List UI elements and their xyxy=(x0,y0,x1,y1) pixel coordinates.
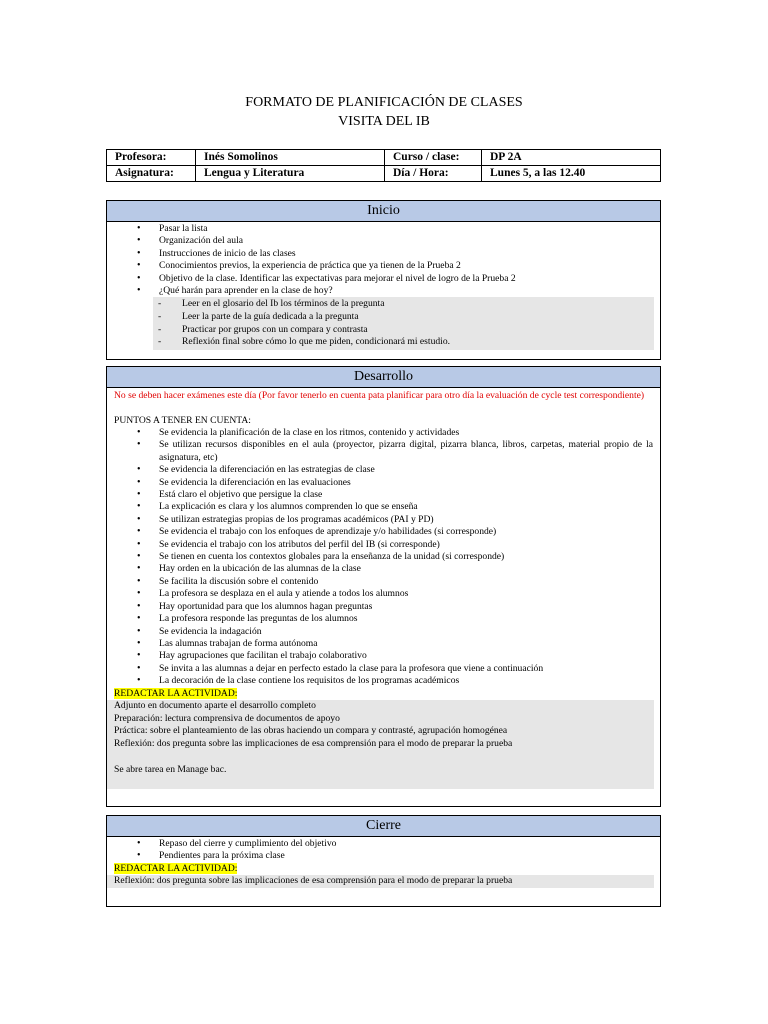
exam-warning: No se deben hacer exámenes este día (Por favor tenerlo en cuenta pata planificar para otro día la evaluación de cycle test correspondiente) xyxy=(114,390,645,401)
list-item: • ¿Qué harán para aprender en la clase de hoy? xyxy=(107,285,660,297)
cierre-section xyxy=(106,815,661,907)
inicio-subitems xyxy=(153,297,654,349)
asignatura-label: Asignatura: xyxy=(107,166,196,182)
redactar-label-desarrollo: REDACTAR LA ACTIVIDAD: xyxy=(114,687,238,699)
list-item: • Hay orden en la ubicación de las alumnas de la clase xyxy=(107,563,660,575)
list-item: • Se evidencia la indagación xyxy=(107,626,660,638)
list-item: • Pendientes para la próxima clase xyxy=(107,850,660,862)
sub-list-item: - Leer en el glosario del Ib los términos de la pregunta xyxy=(153,298,654,311)
info-row-1 xyxy=(107,150,661,166)
list-item: • Se evidencia el trabajo con los enfoques de aprendizaje y/o habilidades (si corresponde) xyxy=(107,526,660,538)
inicio-section xyxy=(106,200,661,360)
list-item: • Se evidencia el trabajo con los atributos del perfil del IB (si corresponde) xyxy=(107,539,660,551)
list-item: • Se facilita la discusión sobre el contenido xyxy=(107,576,660,588)
cierre-header: Cierre xyxy=(107,816,660,837)
list-item: • Instrucciones de inicio de las clases xyxy=(107,248,660,260)
desarrollo-header: Desarrollo xyxy=(107,367,660,388)
inicio-list xyxy=(107,223,660,297)
cierre-reflexion: Reflexión: dos pregunta sobre las implicaciones de esa comprensión para el modo de preparar la prueba xyxy=(107,875,654,888)
list-item: • Se evidencia la diferenciación en las estrategias de clase xyxy=(107,464,660,476)
list-item: • Se tienen en cuenta los contextos globales para la enseñanza de la unidad (si corresponde) xyxy=(107,551,660,563)
list-item: • Objetivo de la clase. Identificar las expectativas para mejorar el nivel de logro de la Prueba 2 xyxy=(107,273,660,285)
activity-line: Práctica: sobre el planteamiento de las obras haciendo un compara y contrasté, agrupación homogénea xyxy=(114,725,508,737)
list-item: • Pasar la lista xyxy=(107,223,660,235)
curso-label: Curso / clase: xyxy=(385,150,482,166)
asignatura-value: Lengua y Literatura xyxy=(196,166,385,182)
list-item: • Organización del aula xyxy=(107,235,660,247)
document-title: FORMATO DE PLANIFICACIÓN DE CLASES xyxy=(245,95,523,110)
curso-value: DP 2A xyxy=(482,150,661,166)
list-item: • Conocimientos previos, la experiencia de práctica que ya tienen de la Prueba 2 xyxy=(107,260,660,272)
dia-value: Lunes 5, a las 12.40 xyxy=(482,166,661,182)
dia-label: Día / Hora: xyxy=(385,166,482,182)
redactar-label-cierre: REDACTAR LA ACTIVIDAD: xyxy=(114,862,238,874)
list-item: • Repaso del cierre y cumplimiento del objetivo xyxy=(107,838,660,850)
desarrollo-activity xyxy=(107,700,654,789)
list-item: • Las alumnas trabajan de forma autónoma xyxy=(107,638,660,650)
desarrollo-section xyxy=(106,366,661,807)
list-item: • Hay agrupaciones que facilitan el trabajo colaborativo xyxy=(107,650,660,662)
info-row-2 xyxy=(107,166,661,182)
puntos-title: PUNTOS A TENER EN CUENTA: xyxy=(114,414,251,426)
cierre-list xyxy=(107,838,660,863)
puntos-list xyxy=(107,427,660,688)
list-item: • La explicación es clara y los alumnos comprenden lo que se enseña xyxy=(107,501,660,513)
list-item: • La decoración de la clase contiene los requisitos de los programas académicos xyxy=(107,675,660,687)
activity-line: Reflexión: dos pregunta sobre las implicaciones de esa comprensión para el modo de preparar la prueba xyxy=(114,737,513,749)
list-item: • Se invita a las alumnas a dejar en perfecto estado la clase para la profesora que viene a continuación xyxy=(107,663,660,675)
list-item: • Hay oportunidad para que los alumnos hagan preguntas xyxy=(107,601,660,613)
document-subtitle: VISITA DEL IB xyxy=(338,114,430,129)
tarea-line: Se abre tarea en Manage bac. xyxy=(114,764,227,776)
list-item: • Se utilizan recursos disponibles en el aula (proyector, pizarra digital, pizarra blanca, libros, carpetas, material propio de la asignatura, etc) xyxy=(107,439,660,464)
list-item: • La profesora responde las preguntas de los alumnos xyxy=(107,613,660,625)
profesora-label: Profesora: xyxy=(107,150,196,166)
activity-line: Preparación: lectura comprensiva de documentos de apoyo xyxy=(114,712,340,724)
inicio-header: Inicio xyxy=(107,201,660,222)
info-table xyxy=(106,149,661,182)
list-item: • Se evidencia la planificación de la clase en los ritmos, contenido y actividades xyxy=(107,427,660,439)
list-item: • Se utilizan estrategias propias de los programas académicos (PAI y PD) xyxy=(107,514,660,526)
sub-list-item: - Leer la parte de la guía dedicada a la pregunta xyxy=(153,311,654,324)
profesora-value: Inés Somolinos xyxy=(196,150,385,166)
sub-list-item: - Practicar por grupos con un compara y contrasta xyxy=(153,324,654,337)
list-item: • La profesora se desplaza en el aula y atiende a todos los alumnos xyxy=(107,588,660,600)
list-item: • Está claro el objetivo que persigue la clase xyxy=(107,489,660,501)
sub-list-item: - Reflexión final sobre cómo lo que me piden, condicionará mi estudio. xyxy=(153,336,654,349)
activity-line: Adjunto en documento aparte el desarrollo completo xyxy=(114,699,316,711)
list-item: • Se evidencia la diferenciación en las evaluaciones xyxy=(107,477,660,489)
